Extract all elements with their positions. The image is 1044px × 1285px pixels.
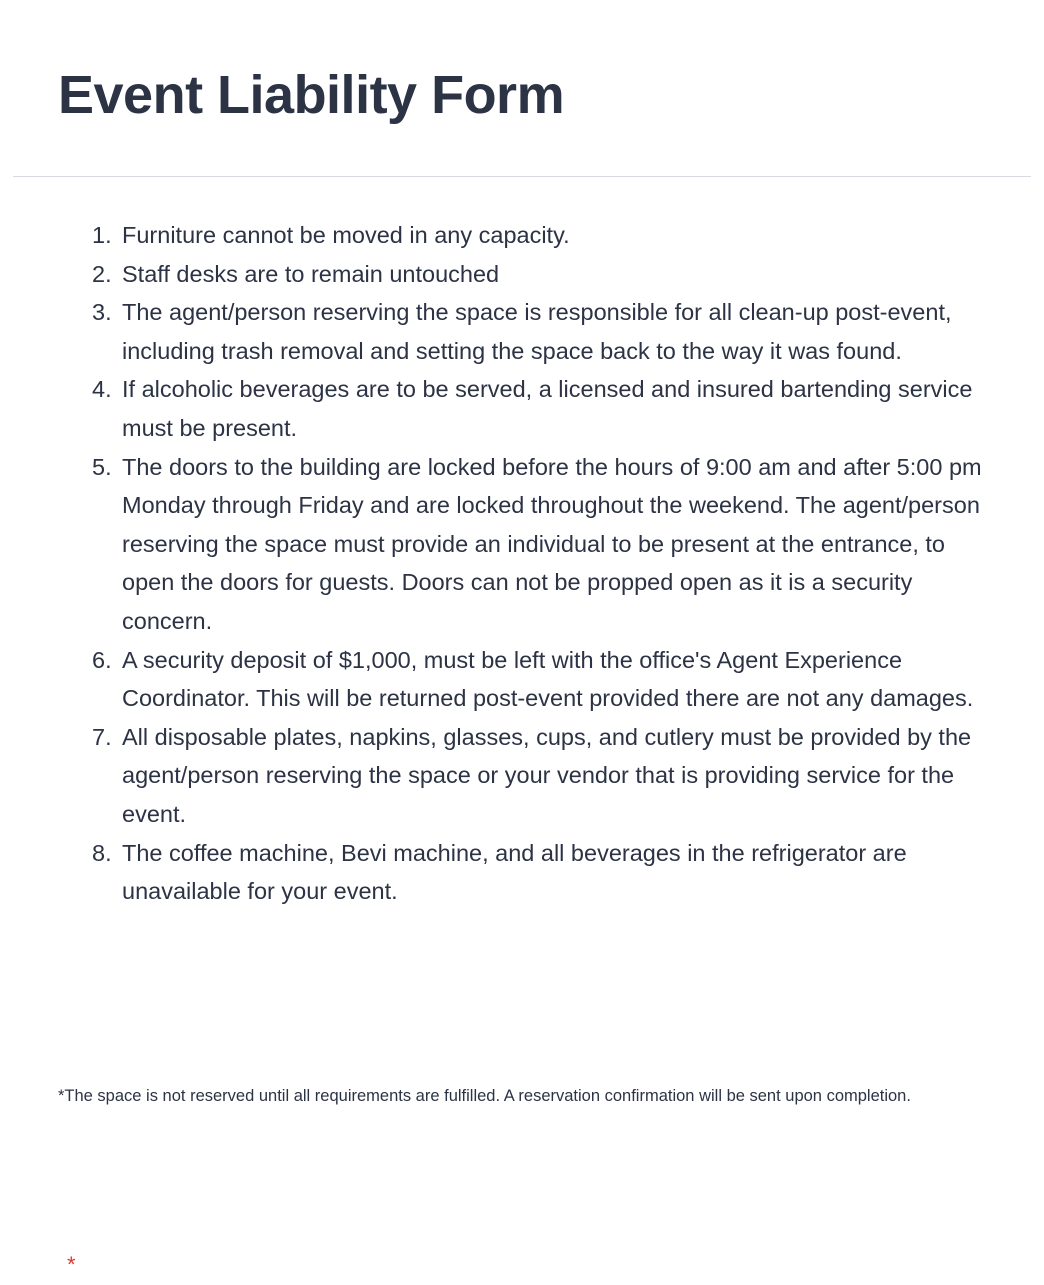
reservation-note: *The space is not reserved until all requirements are fulfilled. A reservation confirmation will be sent upon completion. — [58, 1087, 911, 1105]
rule-text: A security deposit of $1,000, must be left with the office's Agent Experience Coordinator. This will be returned post-event provided there are not any damages. — [122, 646, 974, 712]
rules-list — [92, 216, 992, 911]
rule-text: The coffee machine, Bevi machine, and all beverages in the refrigerator are unavailable for your event. — [122, 839, 907, 905]
rule-item-8 — [92, 834, 992, 911]
rule-number: 3. — [92, 299, 112, 326]
rule-item-6 — [92, 641, 992, 718]
rule-number: 4. — [92, 376, 112, 403]
rule-item-4 — [92, 370, 992, 447]
rule-item-1 — [92, 216, 992, 255]
rule-text: Furniture cannot be moved in any capacity. — [122, 222, 570, 248]
rule-number: 6. — [92, 646, 112, 673]
form-title: Event Liability Form — [58, 65, 565, 125]
rule-item-3 — [92, 293, 992, 370]
rule-item-2 — [92, 255, 992, 294]
rule-number: 2. — [92, 260, 112, 287]
rule-number: 8. — [92, 839, 112, 866]
rule-text: Staff desks are to remain untouched — [122, 260, 500, 287]
rule-number: 7. — [92, 723, 112, 750]
rule-text: The doors to the building are locked before the hours of 9:00 am and after 5:00 pm Monday through Friday and are locked throughout the weekend. The agent/person reserving the space must provide an individual to be present at the entrance, to open the doors for guests. Doors can not be propped open as it is a security concern. — [122, 453, 982, 634]
rule-text: The agent/person reserving the space is responsible for all clean-up post-event, including trash removal and setting the space back to the way it was found. — [122, 299, 952, 364]
rule-item-5 — [92, 448, 992, 641]
required-asterisk-icon: * — [67, 1252, 76, 1277]
rule-text: If alcoholic beverages are to be served, a licensed and insured bartending service must be present. — [122, 376, 973, 441]
rule-number: 1. — [92, 222, 112, 248]
rule-text: All disposable plates, napkins, glasses, cups, and cutlery must be provided by the agent/person reserving the space or your vendor that is providing service for the event. — [122, 723, 972, 827]
rule-number: 5. — [92, 453, 112, 480]
header-divider — [13, 176, 1031, 177]
rule-item-7 — [92, 718, 992, 834]
